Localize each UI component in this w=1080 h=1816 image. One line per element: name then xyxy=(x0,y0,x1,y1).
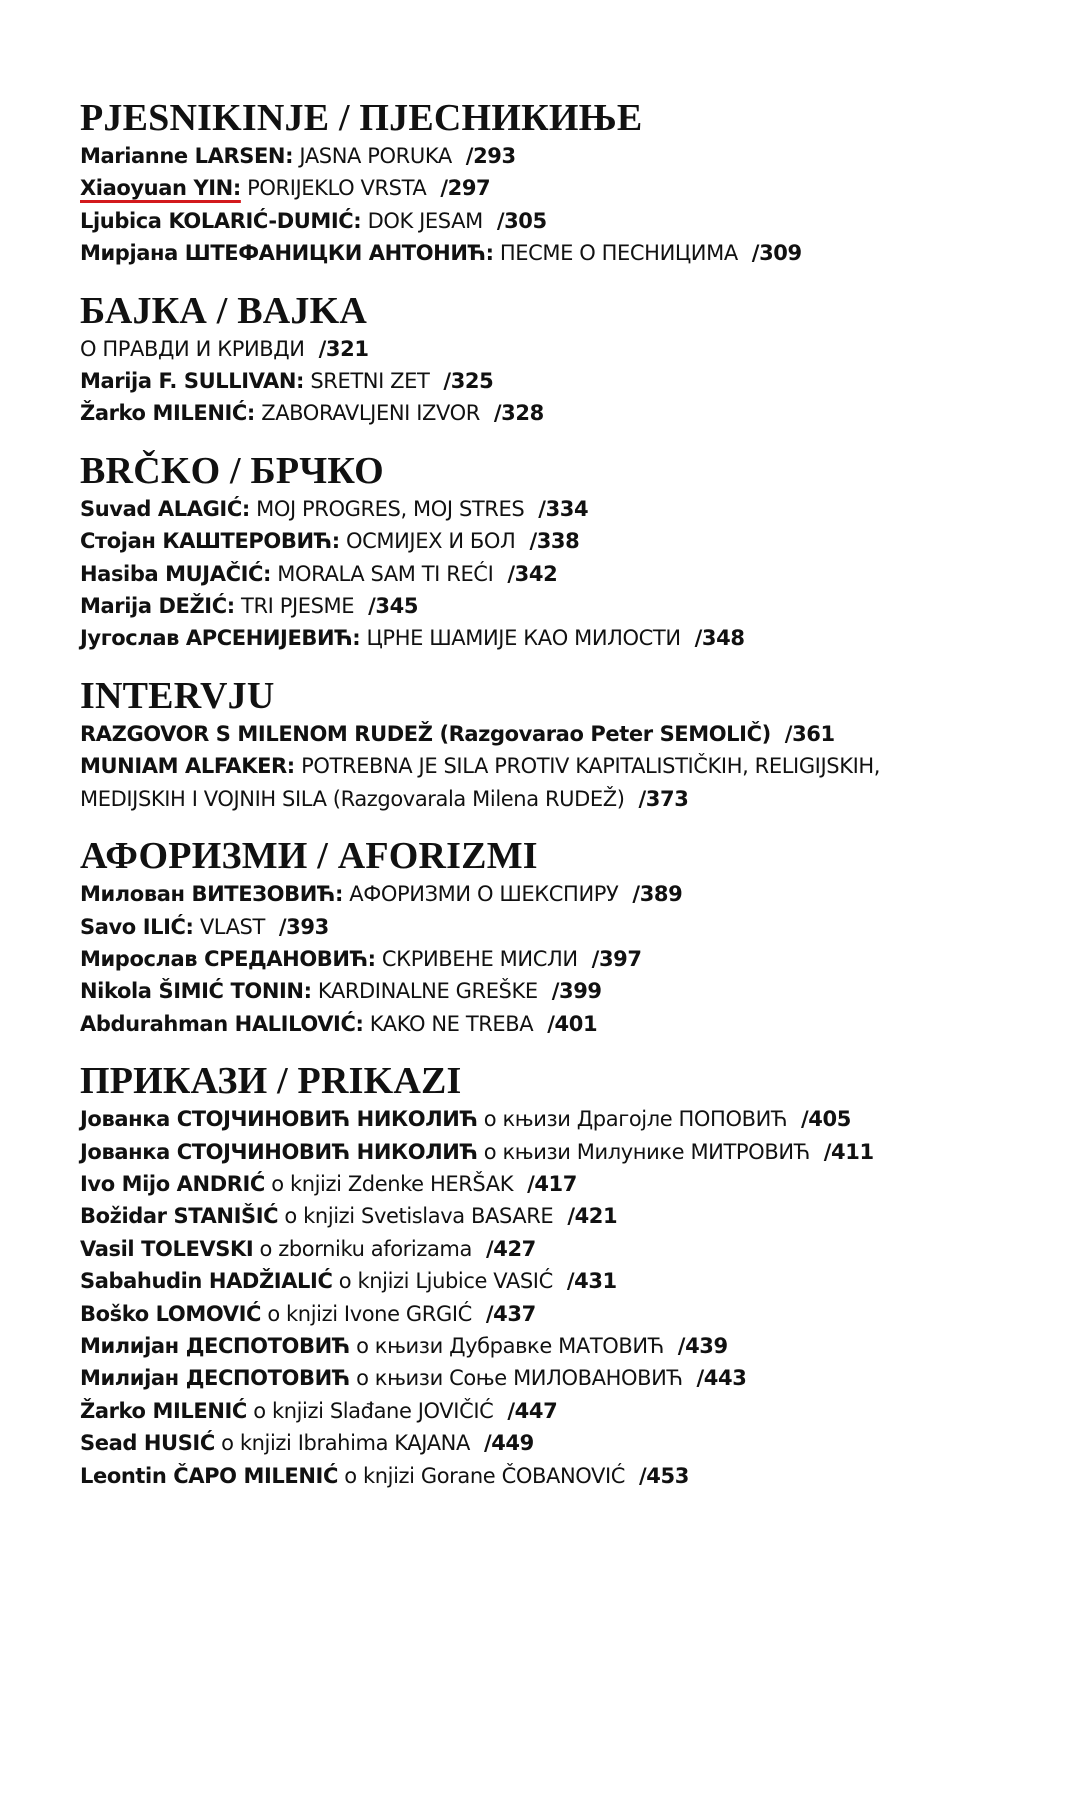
entry-page-number: /447 xyxy=(507,1398,558,1423)
entry-page-number: /345 xyxy=(368,594,419,619)
entry-page-number: /361 xyxy=(784,721,835,746)
entry-title: DOK JESAM xyxy=(367,208,483,233)
entry-author: Žarko MILENIĆ xyxy=(80,1398,247,1423)
entry-title: POTREBNA JE SILA PROTIV KAPITALISTIČKIH, RELIGIJSKIH, MEDIJSKIH I VOJNIH SILA (Razgovarala Milena RUDEŽ) xyxy=(80,754,881,811)
toc-entry xyxy=(80,172,1040,204)
entry-author: Милован ВИТЕЗОВИЋ: xyxy=(80,882,343,907)
entry-page-number: /325 xyxy=(443,369,494,394)
entry-page-number: /443 xyxy=(696,1366,747,1391)
toc-entry xyxy=(80,525,1040,557)
entry-page-number: /321 xyxy=(318,336,369,361)
toc-entry xyxy=(80,622,1040,654)
toc-section xyxy=(80,1059,1040,1492)
entry-page-number: /397 xyxy=(591,946,642,971)
entry-title: o knjizi Gorane ČOBANOVIĆ xyxy=(344,1463,626,1488)
section-title: АФОРИЗМИ / AFORIZMI xyxy=(80,835,538,878)
entry-title: SRETNI ZET xyxy=(310,369,430,394)
entry-title: KAKO NE TREBA xyxy=(369,1011,534,1036)
toc-entry xyxy=(80,493,1040,525)
toc-entry xyxy=(80,590,1040,622)
entry-author: Мирослав СРЕДАНОВИЋ: xyxy=(80,946,376,971)
entry-page-number: /431 xyxy=(566,1269,617,1294)
entry-author: Hasiba MUJAČIĆ: xyxy=(80,561,272,586)
entry-author: Милијан ДЕСПОТОВИЋ xyxy=(80,1366,350,1391)
entry-title: o knjizi Svetislava BASARE xyxy=(284,1204,554,1229)
toc-entry xyxy=(80,1362,1040,1394)
entry-page-number: /401 xyxy=(547,1011,598,1036)
entry-author: Sead HUSIĆ xyxy=(80,1431,215,1456)
toc-section xyxy=(80,834,1040,1040)
entry-title: PORIJEKLO VRSTA xyxy=(247,176,427,201)
entry-title: СКРИВЕНЕ МИСЛИ xyxy=(381,946,578,971)
entry-page-number: /293 xyxy=(465,144,516,168)
entry-author: Ivo Mijo ANDRIĆ xyxy=(80,1171,265,1196)
toc-entry xyxy=(80,1265,1040,1297)
entry-author: Xiaoyuan YIN: xyxy=(80,176,241,201)
entry-page-number: /411 xyxy=(823,1139,874,1164)
toc-entry xyxy=(80,1298,1040,1330)
entry-page-number: /389 xyxy=(632,882,683,907)
entry-author: Suvad ALAGIĆ: xyxy=(80,496,250,521)
entry-title: VLAST xyxy=(199,914,265,939)
toc-entry xyxy=(80,558,1040,590)
toc-section xyxy=(80,96,1040,270)
entry-title: o knjizi Slađane JOVIČIĆ xyxy=(253,1398,494,1423)
entry-author: Nikola ŠIMIĆ TONIN: xyxy=(80,979,312,1004)
entry-title: о књизи Драгојле ПОПОВИЋ xyxy=(483,1107,787,1132)
entry-author: Leontin ČAPO MILENIĆ xyxy=(80,1463,338,1488)
entry-page-number: /437 xyxy=(485,1301,536,1326)
entry-author: Мирјана ШТЕФАНИЦКИ АНТОНИЋ: xyxy=(80,241,494,266)
toc-entry xyxy=(80,333,1040,365)
entry-author: Božidar STANIŠIĆ xyxy=(80,1204,279,1229)
toc-entry xyxy=(80,911,1040,943)
entry-title: ПЕСМЕ О ПЕСНИЦИМА xyxy=(499,241,738,266)
entry-author: Marija DEŽIĆ: xyxy=(80,594,235,619)
entry-page-number: /449 xyxy=(483,1431,534,1456)
toc-entry xyxy=(80,237,1040,269)
entry-author: Стојан КАШТЕРОВИЋ: xyxy=(80,529,340,554)
entry-page-number: /334 xyxy=(538,496,589,521)
entry-list xyxy=(80,1103,1040,1492)
toc-section xyxy=(80,449,1040,655)
entry-author: Југослав АРСЕНИЈЕВИЋ: xyxy=(80,626,361,651)
entry-list xyxy=(80,718,1040,815)
toc-entry xyxy=(80,1233,1040,1265)
entry-list xyxy=(80,333,1040,430)
entry-author: Ljubica KOLARIĆ-DUMIĆ: xyxy=(80,208,362,233)
entry-title: о књизи Соње МИЛОВАНОВИЋ xyxy=(356,1366,683,1391)
entry-list xyxy=(80,493,1040,655)
entry-author: Јованка СТОЈЧИНОВИЋ НИКОЛИЋ xyxy=(80,1139,478,1164)
entry-page-number: /309 xyxy=(751,241,802,266)
toc-entry xyxy=(80,365,1040,397)
entry-title: JASNA PORUKA xyxy=(299,144,452,168)
entry-page-number: /421 xyxy=(567,1204,618,1229)
section-title: INTERVJU xyxy=(80,674,275,717)
toc-entry xyxy=(80,1395,1040,1427)
toc-entry xyxy=(80,943,1040,975)
entry-title: о књизи Дубравке МАТОВИЋ xyxy=(356,1333,664,1358)
entry-page-number: /348 xyxy=(694,626,745,651)
toc-entry xyxy=(80,718,1040,750)
entry-author: Savo ILIĆ: xyxy=(80,914,194,939)
toc-entry xyxy=(80,140,1040,172)
entry-title: o knjizi Ljubice VASIĆ xyxy=(338,1269,553,1294)
toc-entry xyxy=(80,397,1040,429)
toc-entry xyxy=(80,1103,1040,1135)
entry-page-number: /373 xyxy=(638,786,689,811)
section-title: БАЈКА / BAJKA xyxy=(80,289,368,332)
toc-entry xyxy=(80,1330,1040,1362)
toc-entry xyxy=(80,1200,1040,1232)
entry-page-number: /405 xyxy=(801,1107,851,1132)
entry-title: o zborniku aforizama xyxy=(259,1236,472,1261)
entry-title: о књизи Милунике МИТРОВИЋ xyxy=(483,1139,810,1164)
toc-entry xyxy=(80,1008,1040,1040)
entry-title: О ПРАВДИ И КРИВДИ xyxy=(80,336,305,361)
entry-page-number: /342 xyxy=(507,561,558,586)
entry-author: MUNIAM ALFAKER: xyxy=(80,754,295,779)
entry-author: Vasil TOLEVSKI xyxy=(80,1236,254,1261)
entry-title: KARDINALNE GREŠKE xyxy=(317,979,538,1004)
entry-title: MOJ PROGRES, MOJ STRES xyxy=(256,496,525,521)
entry-title: ЦРНЕ ШАМИЈЕ КАО МИЛОСТИ xyxy=(366,626,681,651)
entry-title: ZABORAVLJENI IZVOR xyxy=(261,401,480,426)
entry-page-number: /328 xyxy=(493,401,544,426)
entry-title: MORALA SAM TI REĆI xyxy=(277,561,494,586)
toc-entry xyxy=(80,1427,1040,1459)
entry-author: RAZGOVOR S MILENOM RUDEŽ (Razgovarao Peter SEMOLIČ) xyxy=(80,721,771,746)
toc-section xyxy=(80,289,1040,430)
toc-entry xyxy=(80,750,940,815)
entry-page-number: /427 xyxy=(485,1236,536,1261)
entry-title: o knjizi Ibrahima KAJANA xyxy=(221,1431,470,1456)
entry-author: Marianne LARSEN: xyxy=(80,144,294,168)
section-title: ПРИКАЗИ / PRIKAZI xyxy=(80,1060,462,1103)
entry-page-number: /393 xyxy=(278,914,329,939)
entry-title: ОСМИЈЕХ И БОЛ xyxy=(345,529,516,554)
toc-entry xyxy=(80,878,1040,910)
entry-page-number: /439 xyxy=(677,1333,728,1358)
entry-title: o knjizi Ivone GRGIĆ xyxy=(267,1301,472,1326)
entry-author: Милијан ДЕСПОТОВИЋ xyxy=(80,1333,350,1358)
entry-author: Boško LOMOVIĆ xyxy=(80,1301,262,1326)
entry-title: АФОРИЗМИ О ШЕКСПИРУ xyxy=(349,882,619,907)
entry-page-number: /453 xyxy=(639,1463,689,1488)
section-title: BRČKO / БРЧКО xyxy=(80,449,384,492)
toc-entry xyxy=(80,975,1040,1007)
entry-list xyxy=(80,878,1040,1040)
entry-author: Sabahudin HADŽIALIĆ xyxy=(80,1269,333,1294)
section-title: PJESNIKINJE / ПЈЕСНИКИЊЕ xyxy=(80,97,643,139)
entry-page-number: /399 xyxy=(551,979,602,1004)
entry-page-number: /305 xyxy=(496,208,547,233)
toc-entry xyxy=(80,1136,1040,1168)
entry-page-number: /417 xyxy=(527,1171,577,1196)
table-of-contents xyxy=(80,96,1040,1511)
entry-author: Marija F. SULLIVAN: xyxy=(80,369,305,394)
entry-title: o knjizi Zdenke HERŠAK xyxy=(271,1171,514,1196)
toc-entry xyxy=(80,1168,1040,1200)
entry-page-number: /338 xyxy=(529,529,580,554)
toc-entry xyxy=(80,205,1040,237)
entry-author: Јованка СТОЈЧИНОВИЋ НИКОЛИЋ xyxy=(80,1107,478,1132)
entry-author: Abdurahman HALILOVIĆ: xyxy=(80,1011,364,1036)
entry-page-number: /297 xyxy=(440,176,491,201)
entry-list xyxy=(80,140,1040,270)
toc-entry xyxy=(80,1460,1040,1492)
entry-title: TRI PJESME xyxy=(241,594,355,619)
entry-author: Žarko MILENIĆ: xyxy=(80,401,255,426)
toc-section xyxy=(80,674,1040,815)
